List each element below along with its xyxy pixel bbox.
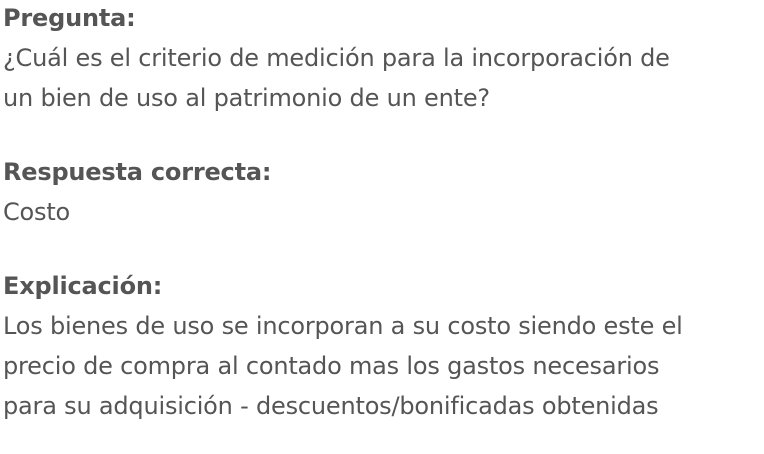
answer-text: Costo — [3, 198, 71, 226]
explanation-text-line-1: Los bienes de uso se incorporan a su costo siendo este el — [3, 312, 683, 340]
question-section — [3, 0, 764, 118]
section-spacer — [3, 232, 764, 266]
explanation-text-line-3: para su adquisición - descuentos/bonificadas obtenidas — [3, 392, 659, 420]
question-text-line-1: ¿Cuál es el criterio de medición para la incorporación de — [3, 44, 670, 72]
question-label: Pregunta: — [3, 4, 136, 32]
explanation-label: Explicación: — [3, 272, 163, 300]
answer-label: Respuesta correcta: — [3, 158, 272, 186]
answer-section — [3, 152, 764, 232]
explanation-section — [3, 266, 764, 426]
question-text-line-2: un bien de uso al patrimonio de un ente? — [3, 84, 490, 112]
explanation-text-line-2: precio de compra al contado mas los gastos necesarios — [3, 352, 660, 380]
section-spacer — [3, 118, 764, 152]
